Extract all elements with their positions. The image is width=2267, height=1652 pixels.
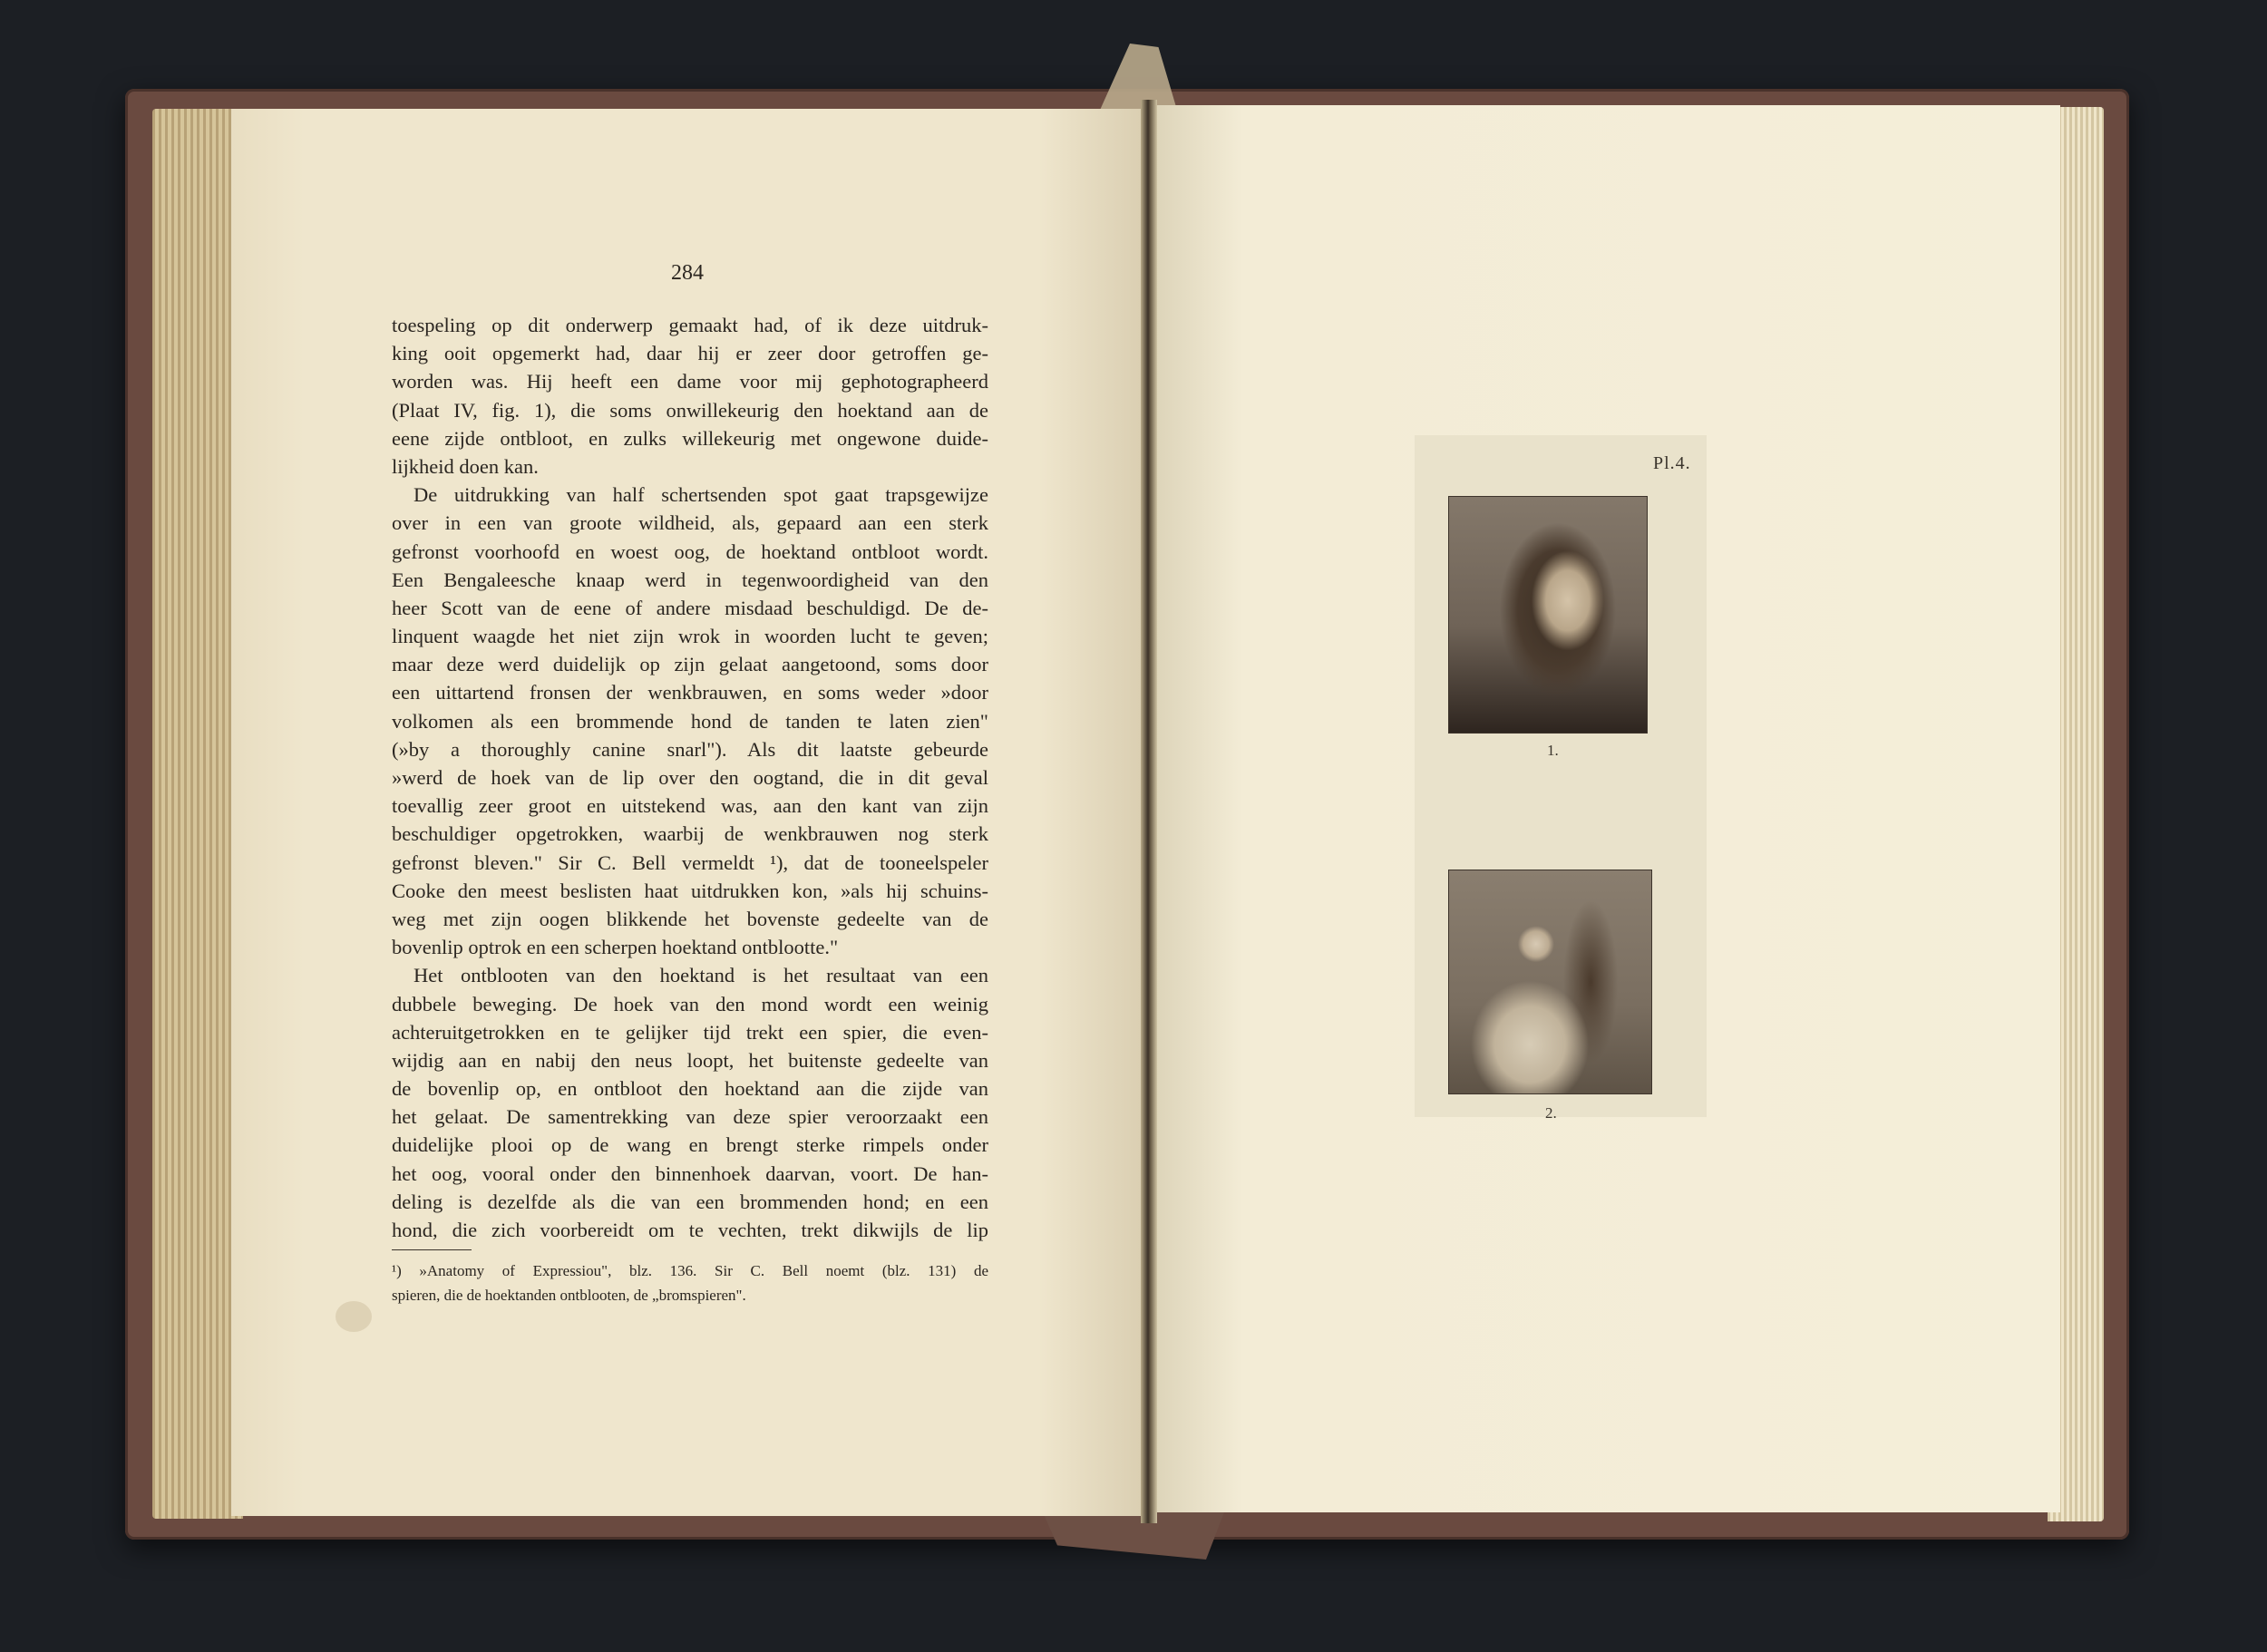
footnote-rule (392, 1249, 472, 1250)
figure-caption-2: 2. (1545, 1104, 1557, 1122)
text-line: king ooit opgemerkt had, daar hij er zeer door getroffen ge- (392, 342, 988, 365)
footnotes (392, 1258, 988, 1307)
text-line: linquent waagde het niet zijn wrok in woorden lucht te geven; (392, 625, 988, 648)
text-line: een uittartend fronsen der wenkbrauwen, en soms weder »door (392, 681, 988, 705)
footnote-line: spieren, die de hoektanden ontblooten, de „bromspieren". (392, 1287, 746, 1304)
body-text (392, 311, 988, 1244)
book-gutter (1141, 100, 1157, 1523)
text-line: toevallig zeer groot en uitstekend was, aan den kant van zijn (392, 794, 988, 818)
text-line: worden was. Hij heeft een dame voor mij gephotographeerd (392, 370, 988, 394)
text-line: beschuldiger opgetrokken, waarbij de wenkbrauwen nog sterk (392, 822, 988, 846)
text-line: gefronst bleven." Sir C. Bell vermeldt ¹), dat de tooneelspeler (392, 850, 988, 874)
figure-caption-1: 1. (1547, 742, 1559, 759)
text-line: (Plaat IV, fig. 1), die soms onwillekeurig den hoektand aan de (392, 398, 988, 422)
text-line: bovenlip optrok en een scherpen hoektand ontblootte." (392, 936, 839, 959)
text-line: het gelaat. De samentrekking van deze spier veroorzaakt een (392, 1105, 988, 1129)
text-line: De uitdrukking van half schertsenden spot gaat trapsgewijze (414, 483, 988, 507)
text-line: gefronst voorhoofd en woest oog, de hoektand ontbloot wordt. (392, 539, 988, 563)
footnote-line: ¹) »Anatomy of Expressiou", blz. 136. Sir C. Bell noemt (blz. 131) de (392, 1262, 988, 1279)
text-line: Cooke den meest beslisten haat uitdrukken kon, »als hij schuins- (392, 879, 988, 902)
text-line: Een Bengaleesche knaap werd in tegenwoordigheid van den (392, 568, 988, 591)
text-line: volkomen als een brommende hond de tanden te laten zien" (392, 709, 988, 733)
text-line: hond, die zich voorbereidt om te vechten, trekt dikwijls de lip (392, 1219, 988, 1241)
text-line: (»by a thoroughly canine snarl"). Als dit laatste gebeurde (392, 737, 988, 761)
text-line: eene zijde ontbloot, en zulks willekeurig met ongewone duide- (392, 426, 988, 450)
text-line: duidelijke plooi op de wang en brengt sterke rimpels onder (392, 1133, 988, 1157)
plate-label: Pl.4. (1653, 453, 1691, 473)
photograph-woman-sneering (1449, 497, 1647, 733)
text-line: lijkheid doen kan. (392, 454, 539, 478)
text-line: de bovenlip op, en ontbloot den hoektand aan die zijde van (392, 1077, 988, 1101)
text-line: maar deze werd duidelijk op zijn gelaat aangetoond, soms door (392, 653, 988, 676)
text-line: achteruitgetrokken en te gelijker tijd trekt een spier, die even- (392, 1020, 988, 1044)
text-line: Het ontblooten van den hoektand is het resultaat van een (414, 964, 988, 987)
photograph-crying-child (1449, 870, 1651, 1093)
bookmark-ribbon-bottom (1043, 1512, 1224, 1560)
text-line: over in een van groote wildheid, als, gepaard aan een sterk (392, 511, 988, 535)
text-line: »werd de hoek van de lip over den oogtand, die in dit geval (392, 766, 988, 789)
text-line: toespeling op dit onderwerp gemaakt had, of ik deze uitdruk- (392, 314, 988, 336)
text-line: deling is dezelfde als die van een brommenden hond; en een (392, 1190, 988, 1213)
page-edges-left (152, 109, 243, 1519)
paper-stain (336, 1301, 372, 1332)
text-line: wijdig aan en nabij den neus loopt, het buitenste gedeelte van (392, 1048, 988, 1072)
page-number: 284 (671, 261, 704, 285)
text-line: heer Scott van de eene of andere misdaad beschuldigd. De de- (392, 596, 988, 619)
text-line: weg met zijn oogen blikkende het bovenste gedeelte van de (392, 907, 988, 930)
text-line: het oog, vooral onder den binnenhoek daarvan, voort. De han- (392, 1161, 988, 1185)
text-line: dubbele beweging. De hoek van den mond wordt een weinig (392, 992, 988, 1015)
